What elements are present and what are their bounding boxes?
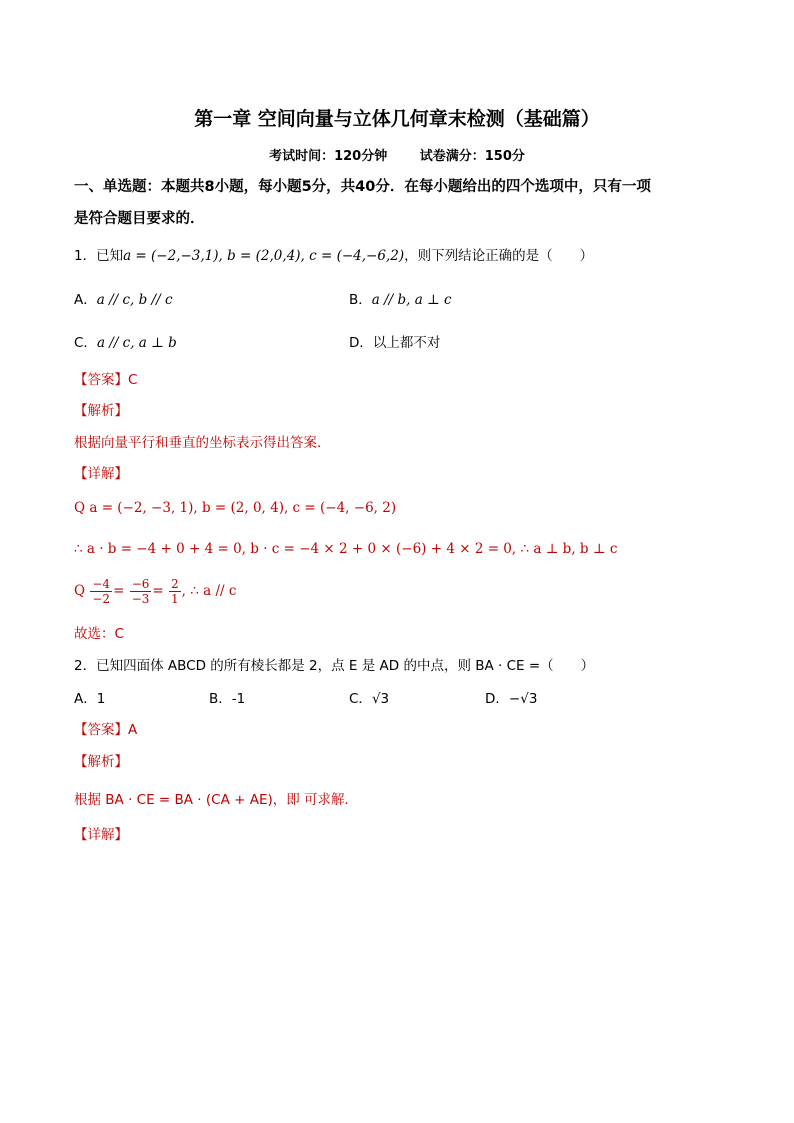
q2-analysis-tag: 【解析】: [74, 754, 128, 770]
q2-analysis-text: 根据 BA · CE = BA · (CA + AE)，即 可求解．: [74, 792, 359, 808]
q1-option-b: B．a // b, a ⊥ c: [349, 292, 452, 308]
fraction-2: $\frac{-6}{-3}$: [131, 577, 150, 606]
q2-option-c: C．√3: [349, 691, 390, 707]
q2-option-b: B．-1: [209, 691, 246, 707]
q2-option-d: D．−√3: [485, 691, 538, 707]
q1-detail-tag: 【详解】: [74, 466, 128, 482]
exam-time: 考试时间：120分钟: [269, 149, 388, 164]
exam-score: 试卷满分：150分: [419, 149, 525, 164]
fraction-3: $\frac{2}{1}$: [171, 577, 179, 606]
q1-detail-line3: Q $\frac{-4}{-2}$ = $\frac{-6}{-3}$ = $\frac{2}{1}$ , ∴ a // c: [74, 577, 237, 606]
page-title: 第一章 空间向量与立体几何章末检测（基础篇）: [194, 108, 600, 130]
q1-detail-line2: ∴ a · b = −4 + 0 + 4 = 0, b · c = −4 × 2 + 0 × (−6) + 4 × 2 = 0, ∴ a ⊥ b, b ⊥ c: [74, 541, 618, 557]
q1-stem: 1．已知a = (−2,−3,1), b = (2,0,4), c = (−4,−6,2)，则下列结论正确的是（ ）: [74, 248, 594, 264]
section-heading-line1: 一、单选题：本题共8小题，每小题5分，共40分．在每小题给出的四个选项中，只有一项: [74, 179, 651, 195]
exam-meta: [0, 145, 794, 164]
q2-stem: 2．已知四面体 ABCD 的所有棱长都是 2，点 E 是 AD 的中点，则 BA · CE =（ ）: [74, 658, 595, 674]
q1-option-c: C．a // c, a ⊥ b: [74, 335, 177, 351]
q1-option-a: A．a // c, b // c: [74, 292, 173, 308]
q1-analysis-tag: 【解析】: [74, 403, 128, 419]
q1-choice: 故选：C: [74, 626, 124, 642]
fraction-1: $\frac{-4}{-2}$: [92, 577, 111, 606]
q2-answer: 【答案】A: [74, 722, 138, 738]
q1-option-d: D．以上都不对: [349, 335, 441, 351]
q2-option-a: A．1: [74, 691, 106, 707]
section-heading-line2: 是符合题目要求的．: [74, 211, 205, 227]
q1-answer: 【答案】C: [74, 372, 138, 388]
q1-analysis-text: 根据向量平行和垂直的坐标表示得出答案．: [74, 435, 331, 451]
q1-detail-line1: Q a = (−2, −3, 1), b = (2, 0, 4), c = (−4, −6, 2): [74, 500, 397, 516]
q2-detail-tag: 【详解】: [74, 827, 128, 843]
